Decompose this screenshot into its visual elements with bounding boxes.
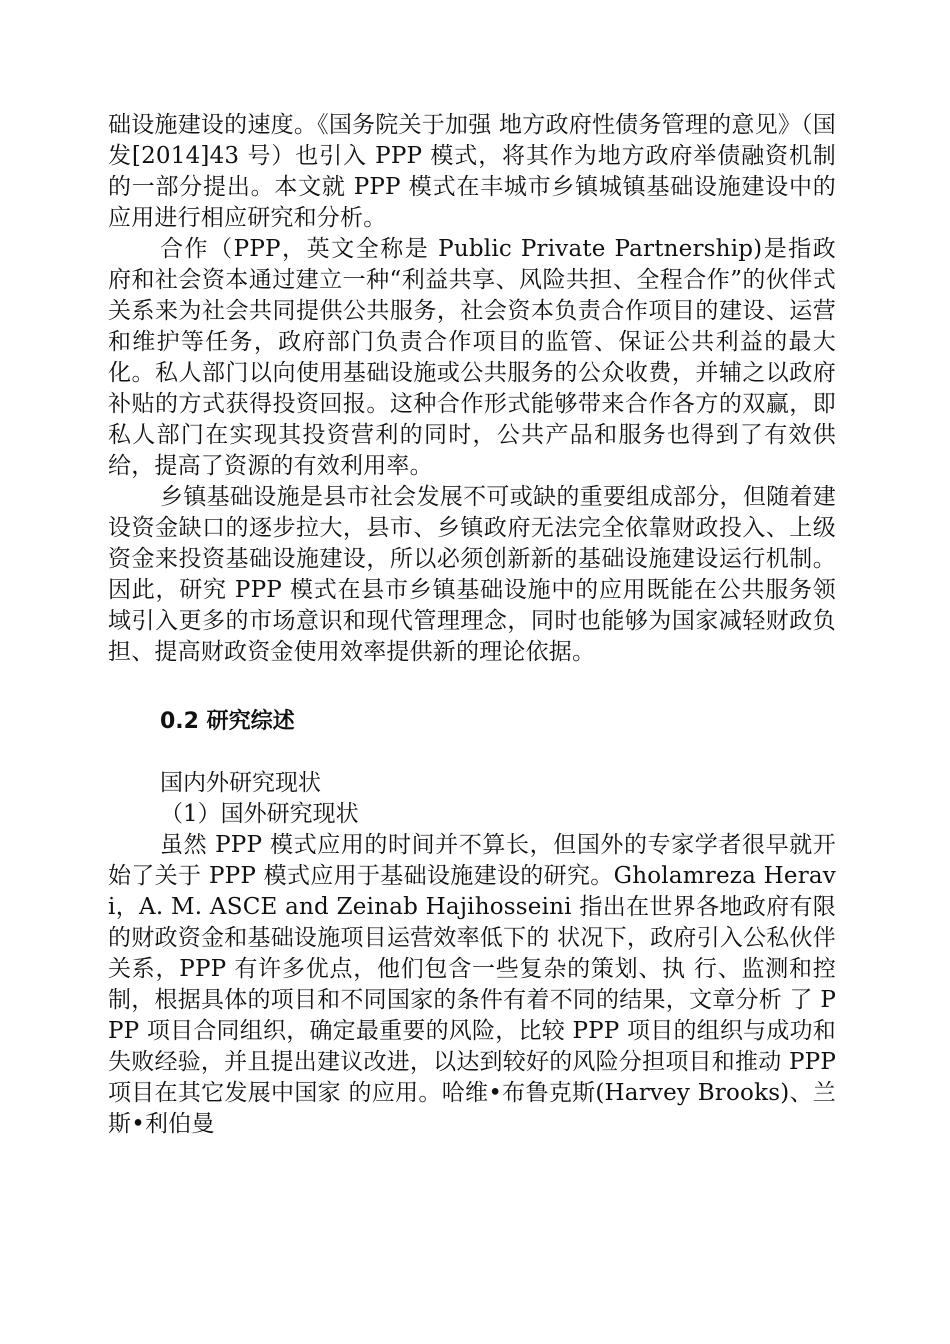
document-page [108, 110, 836, 1140]
body-paragraph-1: 础设施建设的速度。《国务院关于加强 地方政府性债务管理的意见》（国发[2014]43 号）也引入 PPP 模式，将其作为地方政府举债融资机制的一部分提出。本文就 PPP 模式在丰城市乡镇城镇基础设施建设中的应用进行相应研究和分析。 [108, 112, 836, 231]
body-paragraph-4: 虽然 PPP 模式应用的时间并不算长，但国外的专家学者很早就开始了关于 PPP 模式应用于基础设施建设的研究。Gholamreza Heravi，A. M. ASCE and Zeinab Hajihosseini 指出在世界各地政府有限的财政资金和基础设施项目运营效率低下的 状况下，政府引入公私伙伴关系，PPP 有许多优点，他们包含一些复杂的策划、执 行、监测和控制，根据具体的项目和不同国家的条件有着不同的结果，文章分析 了 PPP 项目合同组织，确定最重要的风险，比较 PPP 项目的组织与成功和失败经验，并且提出建议改进，以达到较好的风险分担项目和推动 PPP 项目在其它发展中国家 的应用。哈维•布鲁克斯(Harvey Brooks)、兰斯•利伯曼 [108, 832, 836, 1137]
subheading-foreign-status: （1）国外研究现状 [160, 801, 359, 827]
subheading-domestic-foreign-status: 国内外研究现状 [160, 770, 321, 796]
section-heading: 0.2 研究综述 [160, 709, 295, 734]
body-paragraph-2: 合作（PPP，英文全称是 Public Private Partnership)是指政府和社会资本通过建立一种“利益共享、风险共担、全程合作”的伙伴式关系来为社会共同提供公共服务，社会资本负责合作项目的建设、运营和维护等任务，政府部门负责合作项目的监管、保证公共利益的最大化。私人部门以向使用基础设施或公共服务的公众收费，并辅之以政府补贴的方式获得投资回报。这种合作形式能够带来合作各方的双赢，即私人部门在实现其投资营利的同时，公共产品和服务也得到了有效供给，提高了资源的有效利用率。 [108, 236, 836, 479]
body-paragraph-3: 乡镇基础设施是县市社会发展不可或缺的重要组成部分，但随着建设资金缺口的逐步拉大，县市、乡镇政府无法完全依靠财政投入、上级资金来投资基础设施建设，所以必须创新新的基础设施建设运行机制。因此，研究 PPP 模式在县市乡镇基础设施中的应用既能在公共服务领域引入更多的市场意识和现代管理理念，同时也能够为国家减轻财政负担、提高财政资金使用效率提供新的理论依据。 [108, 484, 836, 665]
